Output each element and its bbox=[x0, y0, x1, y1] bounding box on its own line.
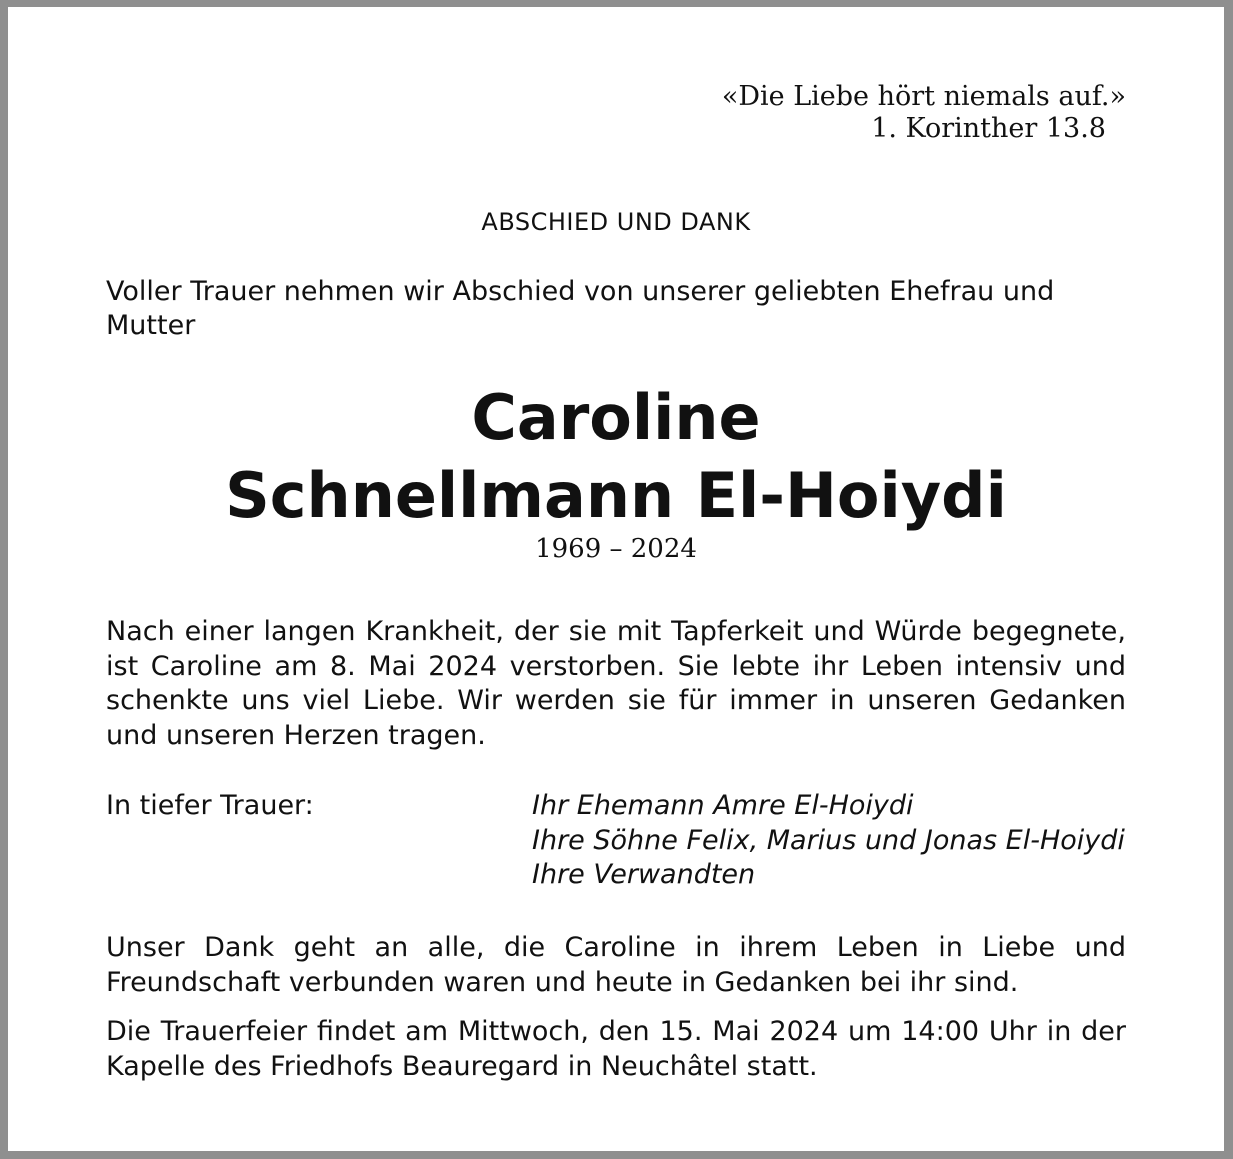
deceased-first-name: Caroline bbox=[471, 381, 761, 454]
body-text: Nach einer langen Krankheit, der sie mit Tapferkeit und Würde begegnete, ist Caroline am 8. Mai 2024 verstorben. Sie lebte ihr Leben intensiv und schenkte uns viel Liebe. Wir werden sie für immer in unseren Gedanken und unseren Herzen tragen. bbox=[106, 616, 1126, 751]
ceremony-text: Die Trauerfeier findet am Mittwoch, den 15. Mai 2024 um 14:00 Uhr in der Kapelle des Friedhofs Beauregard in Neuchâtel statt. bbox=[106, 1016, 1126, 1082]
mourners-list bbox=[532, 789, 1128, 893]
intro-text: Voller Trauer nehmen wir Abschied von unserer geliebten Ehefrau und Mutter bbox=[106, 276, 1055, 341]
epigraph bbox=[526, 81, 1126, 145]
mourners-label: In tiefer Trauer: bbox=[106, 790, 314, 821]
obituary-page bbox=[8, 7, 1224, 1151]
deceased-name bbox=[106, 379, 1126, 535]
epigraph-quote: «Die Liebe hört niemals auf.» bbox=[721, 81, 1126, 112]
mourner-entry: Ihre Söhne Felix, Marius und Jonas El-Hoiydi bbox=[532, 824, 1125, 856]
page-heading: ABSCHIED UND DANK bbox=[481, 208, 751, 236]
mourner-entry: Ihre Verwandten bbox=[532, 859, 756, 890]
life-dates: 1969 – 2024 bbox=[535, 534, 697, 564]
deceased-last-name: Schnellmann El-Hoiydi bbox=[225, 459, 1007, 532]
thanks-text: Unser Dank geht an alle, die Caroline in ihrem Leben in Liebe und Freundschaft verbunden waren und heute in Gedanken bei ihr sind. bbox=[106, 932, 1126, 998]
epigraph-reference: 1. Korinther 13.8 bbox=[871, 113, 1106, 144]
mourner-entry: Ihr Ehemann Amre El-Hoiydi bbox=[532, 790, 914, 821]
